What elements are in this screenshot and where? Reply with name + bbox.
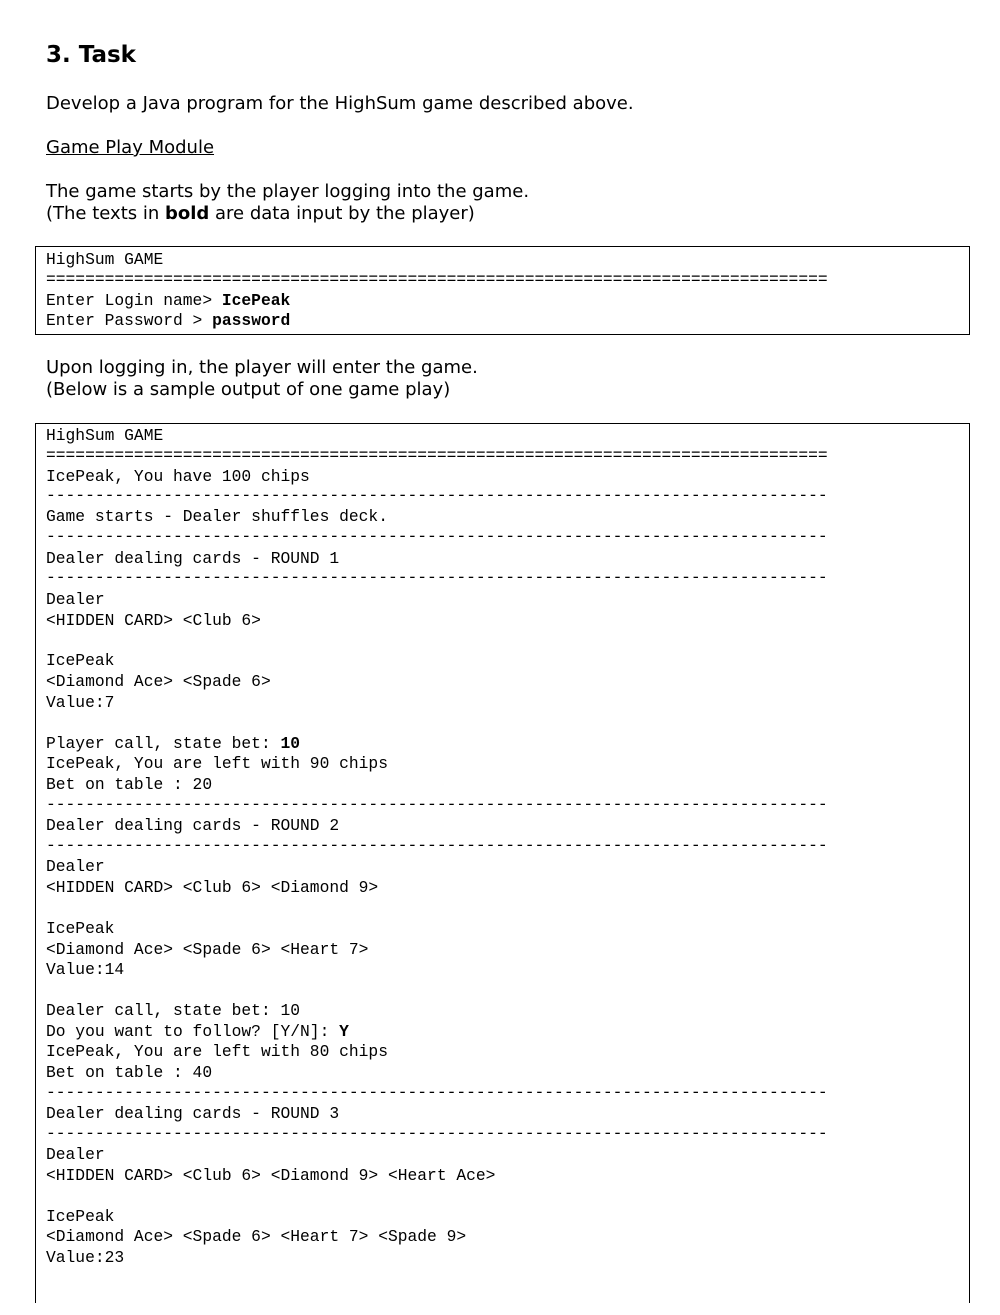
round2-dealer-cards: <HIDDEN CARD> <Club 6> <Diamond 9> (46, 878, 379, 897)
single-rule: -------------------------------------------------------------------------------- (46, 836, 828, 855)
round1-table: Bet on table : 20 (46, 775, 213, 794)
chips-line: IcePeak, You have 100 chips (46, 467, 310, 486)
round1-value: Value:7 (46, 693, 115, 712)
round2-header: Dealer dealing cards - ROUND 2 (46, 816, 340, 835)
round2-follow: Do you want to follow? [Y/N]: Y (46, 1022, 349, 1041)
console-title: HighSum GAME (46, 426, 164, 445)
round2-value: Value:14 (46, 960, 125, 979)
round1-player-cards: <Diamond Ace> <Spade 6> (46, 672, 271, 691)
round1-player-label: IcePeak (46, 651, 115, 670)
single-rule: -------------------------------------------------------------------------------- (46, 568, 828, 587)
round2-player-cards: <Diamond Ace> <Spade 6> <Heart 7> (46, 940, 369, 959)
start-line: Game starts - Dealer shuffles deck. (46, 507, 388, 526)
round1-dealer-cards: <HIDDEN CARD> <Club 6> (46, 611, 261, 630)
intro-text: Develop a Java program for the HighSum game described above. (46, 93, 634, 114)
console-title: HighSum GAME (46, 250, 164, 269)
login-intro-line2: (The texts in bold are data input by the player) (46, 203, 475, 224)
section-heading: 3. Task (46, 42, 136, 68)
single-rule: -------------------------------------------------------------------------------- (46, 527, 828, 546)
round1-call: Player call, state bet: 10 (46, 734, 301, 753)
double-rule: ================================================================================ (46, 270, 828, 289)
round1-dealer-label: Dealer (46, 590, 105, 609)
round2-left: IcePeak, You are left with 80 chips (46, 1042, 388, 1061)
single-rule: -------------------------------------------------------------------------------- (46, 1083, 828, 1102)
round1-header: Dealer dealing cards - ROUND 1 (46, 549, 340, 568)
login-intro-line1: The game starts by the player logging into the game. (46, 181, 530, 202)
game-console-box (35, 423, 970, 1303)
password-line: Enter Password > password (46, 311, 291, 330)
round3-dealer-cards: <HIDDEN CARD> <Club 6> <Diamond 9> <Heart Ace> (46, 1166, 496, 1185)
single-rule: -------------------------------------------------------------------------------- (46, 1124, 828, 1143)
round3-value: Value:23 (46, 1248, 125, 1267)
round3-dealer-label: Dealer (46, 1145, 105, 1164)
double-rule: ================================================================================ (46, 446, 828, 465)
single-rule: -------------------------------------------------------------------------------- (46, 795, 828, 814)
round2-dealer-label: Dealer (46, 857, 105, 876)
round2-table: Bet on table : 40 (46, 1063, 213, 1082)
login-console-box (35, 246, 970, 335)
round3-player-label: IcePeak (46, 1207, 115, 1226)
game-intro-line2: (Below is a sample output of one game play) (46, 379, 451, 400)
round3-header: Dealer dealing cards - ROUND 3 (46, 1104, 340, 1123)
round2-dealer-call: Dealer call, state bet: 10 (46, 1001, 301, 1020)
game-intro-line1: Upon logging in, the player will enter the game. (46, 357, 478, 378)
login-name-line: Enter Login name> IcePeak (46, 291, 291, 310)
single-rule: -------------------------------------------------------------------------------- (46, 486, 828, 505)
round3-player-cards: <Diamond Ace> <Spade 6> <Heart 7> <Spade 9> (46, 1227, 467, 1246)
module-title: Game Play Module (46, 137, 215, 158)
round2-player-label: IcePeak (46, 919, 115, 938)
round1-left: IcePeak, You are left with 90 chips (46, 754, 388, 773)
